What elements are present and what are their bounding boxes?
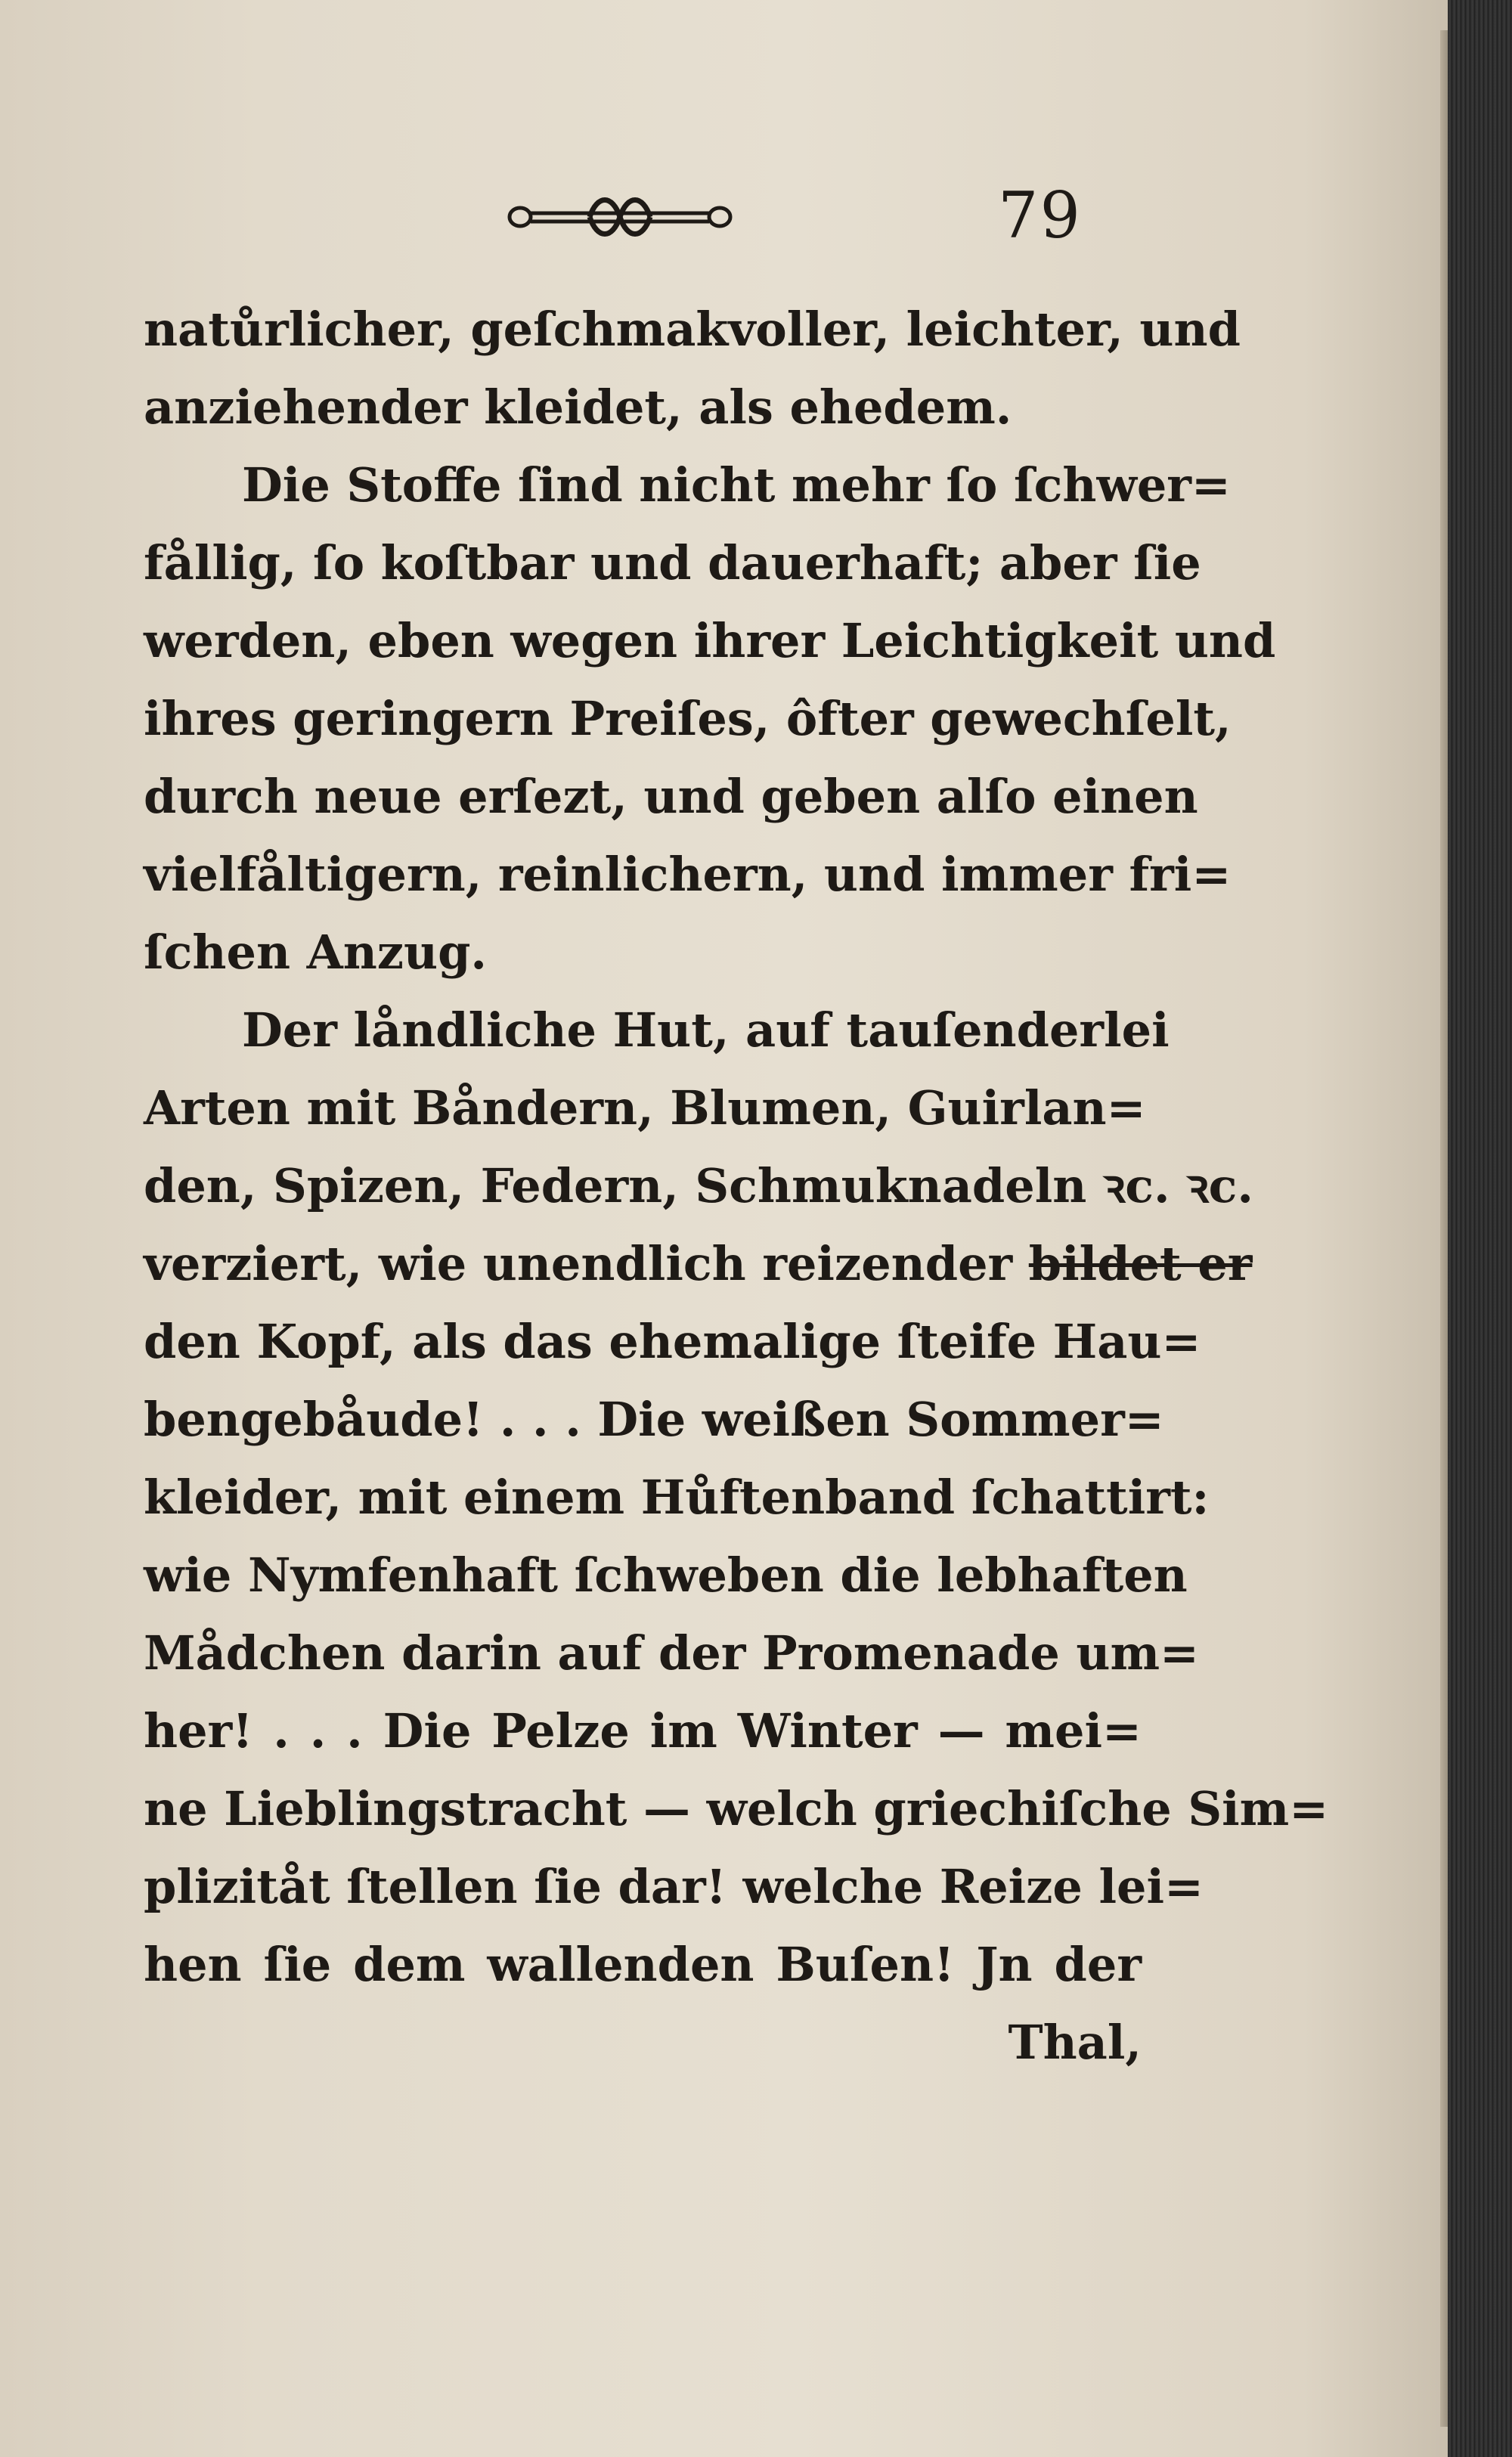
text-line: hen ſie dem wallenden Buſen! Jn der bbox=[144, 1937, 1142, 1992]
page-header bbox=[454, 174, 1134, 257]
text-line: wie Nymfenhaft ſchweben die lebhaften bbox=[144, 1548, 1188, 1603]
ornament-flourish bbox=[507, 191, 733, 243]
text-line: durch neue erſezt, und geben alſo einen bbox=[144, 769, 1198, 824]
text-line: ne Lieblingstracht — welch griechiſche Sim= bbox=[144, 1781, 1329, 1836]
text-line: vielfåltigern, reinlichern, und immer fri= bbox=[144, 847, 1232, 902]
line-text: verziert, wie unendlich reizender bbox=[144, 1236, 1013, 1291]
page-number: 79 bbox=[998, 178, 1082, 253]
text-line: kleider, mit einem Hůftenband ſchattirt: bbox=[144, 1470, 1210, 1525]
text-line: ſchen Anzug. bbox=[144, 925, 488, 980]
text-line: den, Spizen, Federn, Schmuknadeln ꝛc. ꝛc. bbox=[144, 1158, 1253, 1213]
text-line: den Kopf, als das ehemalige ſteife Hau= bbox=[144, 1314, 1201, 1369]
text-line: ihres geringern Preiſes, ôfter gewechſelt, bbox=[144, 691, 1232, 746]
catchword: Thal, bbox=[1008, 2015, 1142, 2070]
text-line: Der låndliche Hut, auf tauſenderlei bbox=[242, 1002, 1170, 1058]
text-line: fållig, ſo koſtbar und dauerhaft; aber ſie bbox=[144, 535, 1201, 590]
text-line: natůrlicher, geſchmakvoller, leichter, und bbox=[144, 302, 1241, 357]
text-line: Arten mit Båndern, Blumen, Guirlan= bbox=[144, 1080, 1146, 1136]
text-line: werden, eben wegen ihrer Leichtigkeit und bbox=[144, 613, 1276, 668]
text-line: bengebåude! . . . Die weißen Sommer= bbox=[144, 1392, 1164, 1447]
text-line: anziehender kleidet, als ehedem. bbox=[144, 380, 1012, 435]
text-line bbox=[144, 1229, 1253, 1299]
text-line: Die Stoffe ſind nicht mehr ſo ſchwer= bbox=[242, 457, 1231, 513]
text-line: plizitåt ſtellen ſie dar! welche Reize lei= bbox=[144, 1859, 1204, 1914]
text-line: Mådchen darin auf der Promenade um= bbox=[144, 1625, 1199, 1681]
text-line: her! . . . Die Pelze im Winter — mei= bbox=[144, 1703, 1142, 1758]
book-fore-edge bbox=[1448, 0, 1512, 2457]
struck-text: bildet er bbox=[1028, 1236, 1253, 1291]
